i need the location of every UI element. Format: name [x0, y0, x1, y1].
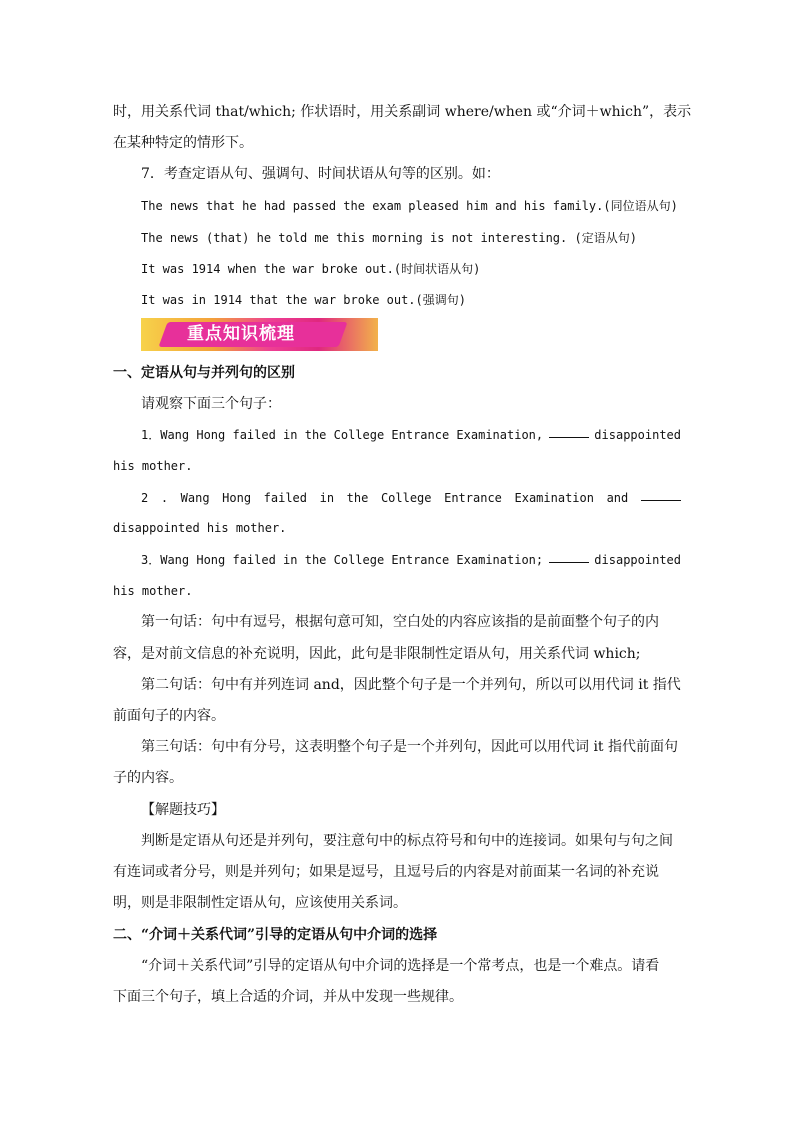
example-sentence: The news that he had passed the exam pleased him and his family.(同位语从句) [141, 199, 678, 213]
word: in [319, 491, 335, 505]
sentence-2 [141, 488, 681, 508]
section-banner [141, 318, 378, 351]
tip-line-3: 明，则是非限制性定语从句，应该使用关系词。 [113, 895, 407, 911]
explanation-3-line-1: 第三句话：句中有分号，这表明整个句子是一个并列句，因此可以用代词 it 指代前面句 [141, 739, 679, 755]
word: the [346, 491, 369, 505]
word: College [380, 491, 432, 505]
word: Wang [180, 491, 210, 505]
word: Examination [514, 491, 594, 505]
explanation-2-line-2: 前面句子的内容。 [113, 708, 225, 724]
section2-heading: 二、“介词＋关系代词”引导的定语从句中介词的选择 [113, 927, 438, 943]
word: 2 [141, 491, 149, 505]
word: and [606, 491, 629, 505]
fill-blank [549, 550, 589, 563]
tip-line-1: 判断是定语从句还是并列句，要注意句中的标点符号和句中的连接词。如果句与句之间 [141, 833, 673, 849]
intro-line-2: 在某种特定的情形下。 [113, 135, 253, 151]
explanation-2-line-1: 第二句话：句中有并列连词 and，因此整个句子是一个并列句，所以可以用代词 it 指代 [141, 677, 681, 693]
word: Hong [222, 491, 252, 505]
sentence-3 [141, 550, 681, 570]
explanation-3-line-2: 子的内容。 [113, 770, 183, 786]
section2-line-1: “介词＋关系代词”引导的定语从句中介词的选择是一个常考点，也是一个难点。请看 [141, 958, 660, 974]
sentence-1 [141, 425, 681, 445]
word: Entrance [444, 491, 502, 505]
example-sentence: The news (that) he told me this morning is not interesting. (定语从句) [141, 231, 637, 245]
tip-line-2: 有连词或者分号，则是并列句；如果是逗号，且逗号后的内容是对前面某一名词的补充说 [113, 864, 659, 880]
word: . [160, 491, 169, 505]
banner-title: 重点知识梳理 [187, 324, 295, 344]
sentence-3-end: disappointed [594, 553, 681, 567]
intro-line-1: 时，用关系代词 that/which; 作状语时，用关系副词 where/when 或“介词＋which”，表示 [113, 104, 692, 120]
fill-blank [641, 488, 681, 501]
section2-line-2: 下面三个句子，填上合适的介词，并从中发现一些规律。 [113, 989, 463, 1005]
sentence-1-end: disappointed [594, 428, 681, 442]
sentence-1-cont: his mother. [113, 459, 193, 473]
explanation-1-line-1: 第一句话：句中有逗号，根据句意可知，空白处的内容应该指的是前面整个句子的内 [141, 614, 659, 630]
fill-blank [549, 425, 589, 438]
section1-heading: 一、定语从句与并列句的区别 [113, 365, 295, 381]
explanation-1-line-2: 容，是对前文信息的补充说明，因此，此句是非限制性定语从句，用关系代词 which; [113, 646, 641, 662]
section1-prompt: 请观察下面三个句子： [141, 396, 281, 412]
example-sentence: It was 1914 when the war broke out.(时间状语从句) [141, 262, 481, 276]
word: failed [263, 491, 308, 505]
item7-heading: 7．考查定语从句、强调句、时间状语从句等的区别。如： [141, 166, 500, 182]
sentence-3-text: 3．Wang Hong failed in the College Entrance Examination; [141, 553, 544, 567]
tip-heading: 【解题技巧】 [141, 802, 225, 818]
sentence-1-text: 1．Wang Hong failed in the College Entrance Examination, [141, 428, 544, 442]
example-sentence: It was in 1914 that the war broke out.(强调句) [141, 293, 466, 307]
sentence-3-cont: his mother. [113, 584, 193, 598]
sentence-2-cont: disappointed his mother. [113, 521, 287, 535]
